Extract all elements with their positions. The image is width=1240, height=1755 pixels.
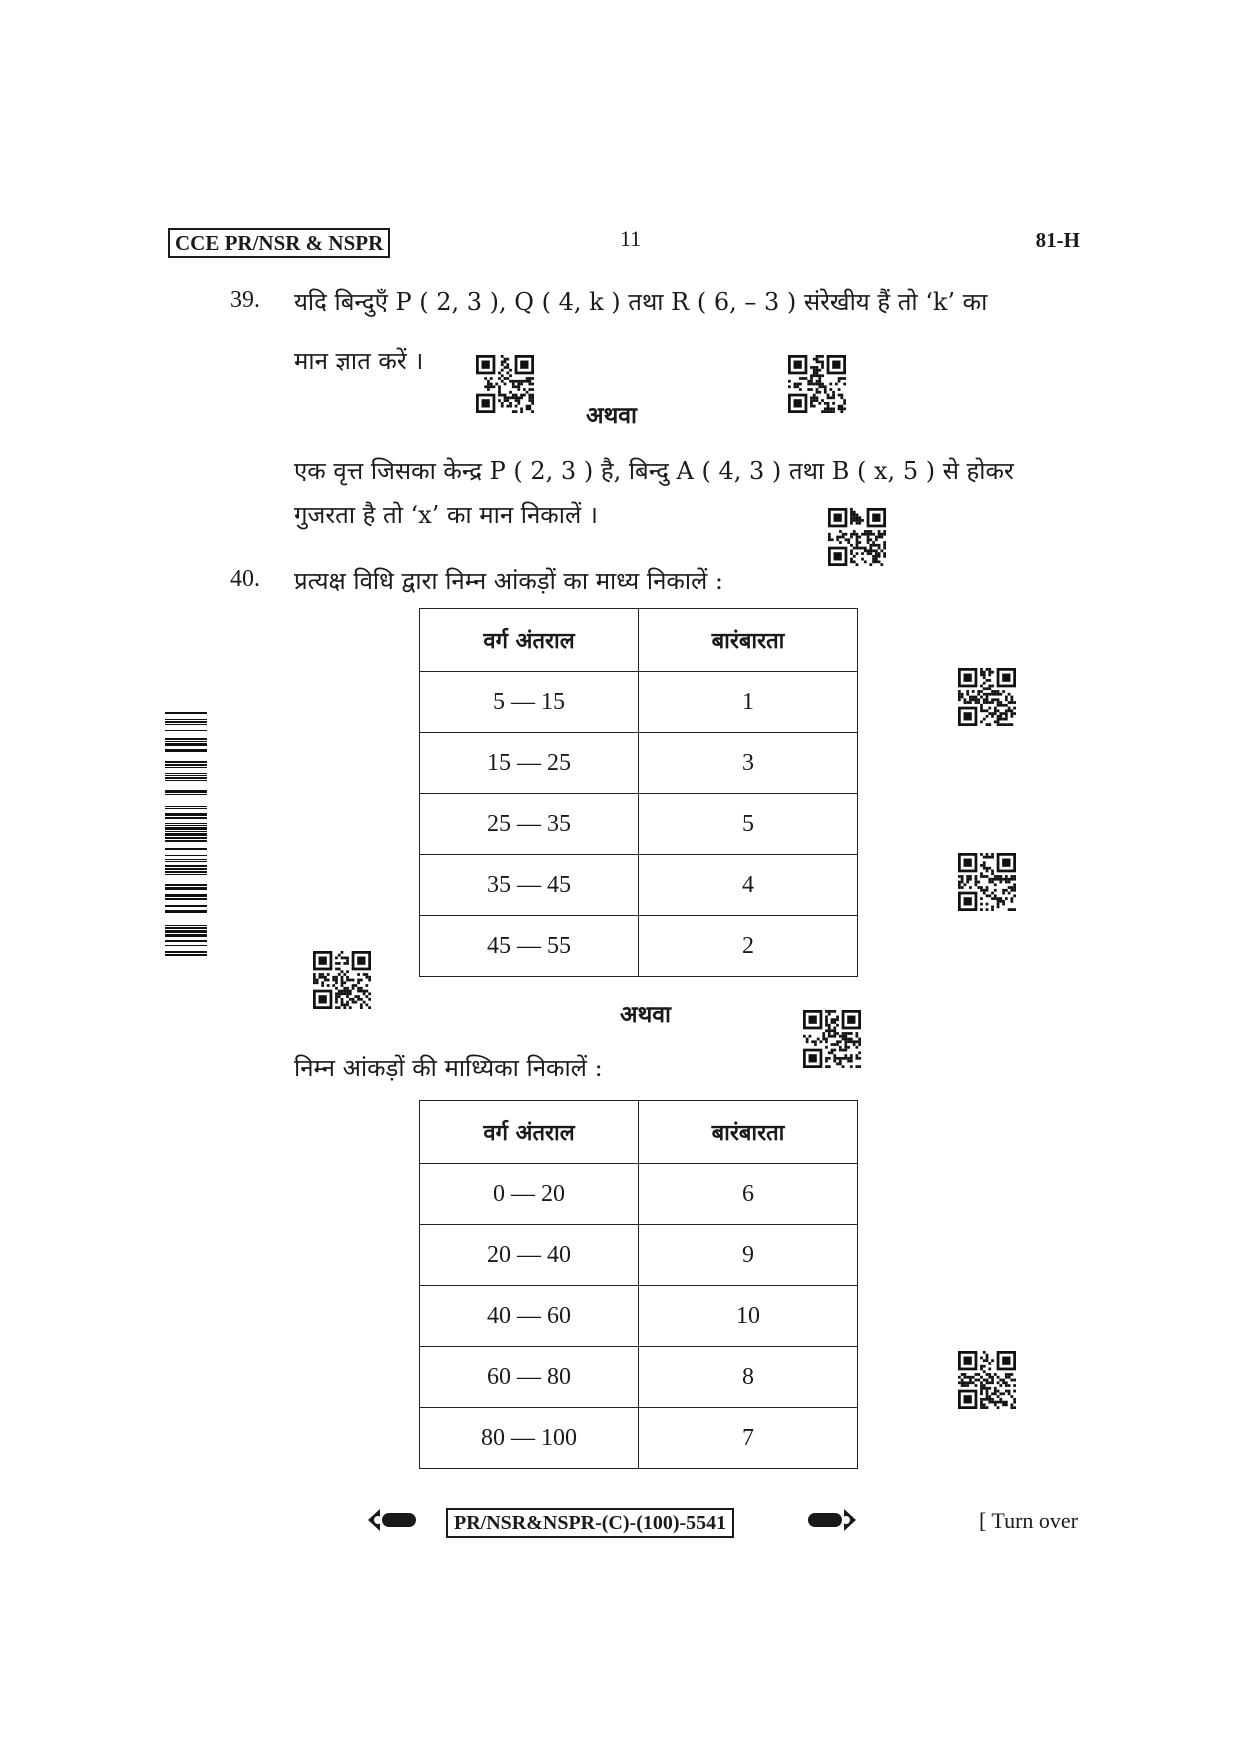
- frequency-cell: 10: [639, 1286, 858, 1347]
- question-number-40: 40.: [230, 566, 260, 592]
- question-39-alt-line-2: गुजरता है तो ‘x’ का मान निकालें ।: [294, 501, 598, 529]
- table-row: [420, 916, 858, 977]
- frequency-cell: 5: [639, 794, 858, 855]
- qr-code-icon: [958, 853, 1016, 911]
- question-40-alt-text: निम्न आंकड़ों की माध्यिका निकालें :: [294, 1054, 603, 1082]
- paper-code-left: CCE PR/NSR & NSPR: [168, 228, 390, 258]
- frequency-cell: 4: [639, 855, 858, 916]
- table-row: [420, 855, 858, 916]
- frequency-cell: 1: [639, 672, 858, 733]
- class-interval-cell: 5 — 15: [420, 672, 639, 733]
- qr-code-icon: [958, 1351, 1016, 1409]
- ornament-right-icon: [806, 1505, 858, 1535]
- question-40-text: प्रत्यक्ष विधि द्वारा निम्न आंकड़ों का माध्य निकालें :: [294, 567, 724, 595]
- question-39-line-1: यदि बिन्दुएँ P ( 2, 3 ), Q ( 4, k ) तथा R ( 6, – 3 ) संरेखीय हैं तो ‘k’ का: [294, 288, 988, 316]
- table-row: [420, 1347, 858, 1408]
- or-label-40: अथवा: [620, 1001, 672, 1028]
- class-interval-cell: 60 — 80: [420, 1347, 639, 1408]
- page-number: 11: [620, 226, 642, 251]
- class-interval-cell: 20 — 40: [420, 1225, 639, 1286]
- class-interval-cell: 25 — 35: [420, 794, 639, 855]
- header-frequency: बारंबारता: [639, 1101, 858, 1164]
- table-header-row: [420, 609, 858, 672]
- qr-code-icon: [828, 508, 886, 566]
- header-frequency: बारंबारता: [639, 609, 858, 672]
- paper-code-right: 81-H: [1035, 228, 1080, 252]
- frequency-cell: 6: [639, 1164, 858, 1225]
- table-row: [420, 1286, 858, 1347]
- question-number-39: 39.: [230, 287, 260, 313]
- frequency-cell: 7: [639, 1408, 858, 1469]
- qr-code-icon: [803, 1010, 861, 1068]
- table-row: [420, 1164, 858, 1225]
- class-interval-cell: 15 — 25: [420, 733, 639, 794]
- question-39-alt-line-1: एक वृत्त जिसका केन्द्र P ( 2, 3 ) है, बिन्दु A ( 4, 3 ) तथा B ( x, 5 ) से होकर: [294, 457, 1014, 485]
- or-label-39: अथवा: [586, 402, 638, 429]
- mean-frequency-table: [419, 608, 858, 977]
- qr-code-icon: [788, 355, 846, 413]
- barcode-icon: [165, 712, 207, 957]
- table-row: [420, 794, 858, 855]
- table-row: [420, 1225, 858, 1286]
- qr-code-icon: [476, 355, 534, 413]
- frequency-cell: 2: [639, 916, 858, 977]
- qr-code-icon: [313, 951, 371, 1009]
- header-class-interval: वर्ग अंतराल: [420, 609, 639, 672]
- frequency-cell: 9: [639, 1225, 858, 1286]
- frequency-cell: 3: [639, 733, 858, 794]
- frequency-cell: 8: [639, 1347, 858, 1408]
- class-interval-cell: 45 — 55: [420, 916, 639, 977]
- median-frequency-table: [419, 1100, 858, 1469]
- table-row: [420, 672, 858, 733]
- footer-paper-code: PR/NSR&NSPR-(C)-(100)-5541: [446, 1508, 734, 1538]
- table-row: [420, 1408, 858, 1469]
- qr-code-icon: [958, 668, 1016, 726]
- table-row: [420, 733, 858, 794]
- ornament-left-icon: [366, 1505, 418, 1535]
- class-interval-cell: 0 — 20: [420, 1164, 639, 1225]
- class-interval-cell: 80 — 100: [420, 1408, 639, 1469]
- question-39-line-2: मान ज्ञात करें ।: [294, 347, 424, 375]
- class-interval-cell: 40 — 60: [420, 1286, 639, 1347]
- table-header-row: [420, 1101, 858, 1164]
- class-interval-cell: 35 — 45: [420, 855, 639, 916]
- header-class-interval: वर्ग अंतराल: [420, 1101, 639, 1164]
- turn-over-text: [ Turn over: [978, 1508, 1078, 1533]
